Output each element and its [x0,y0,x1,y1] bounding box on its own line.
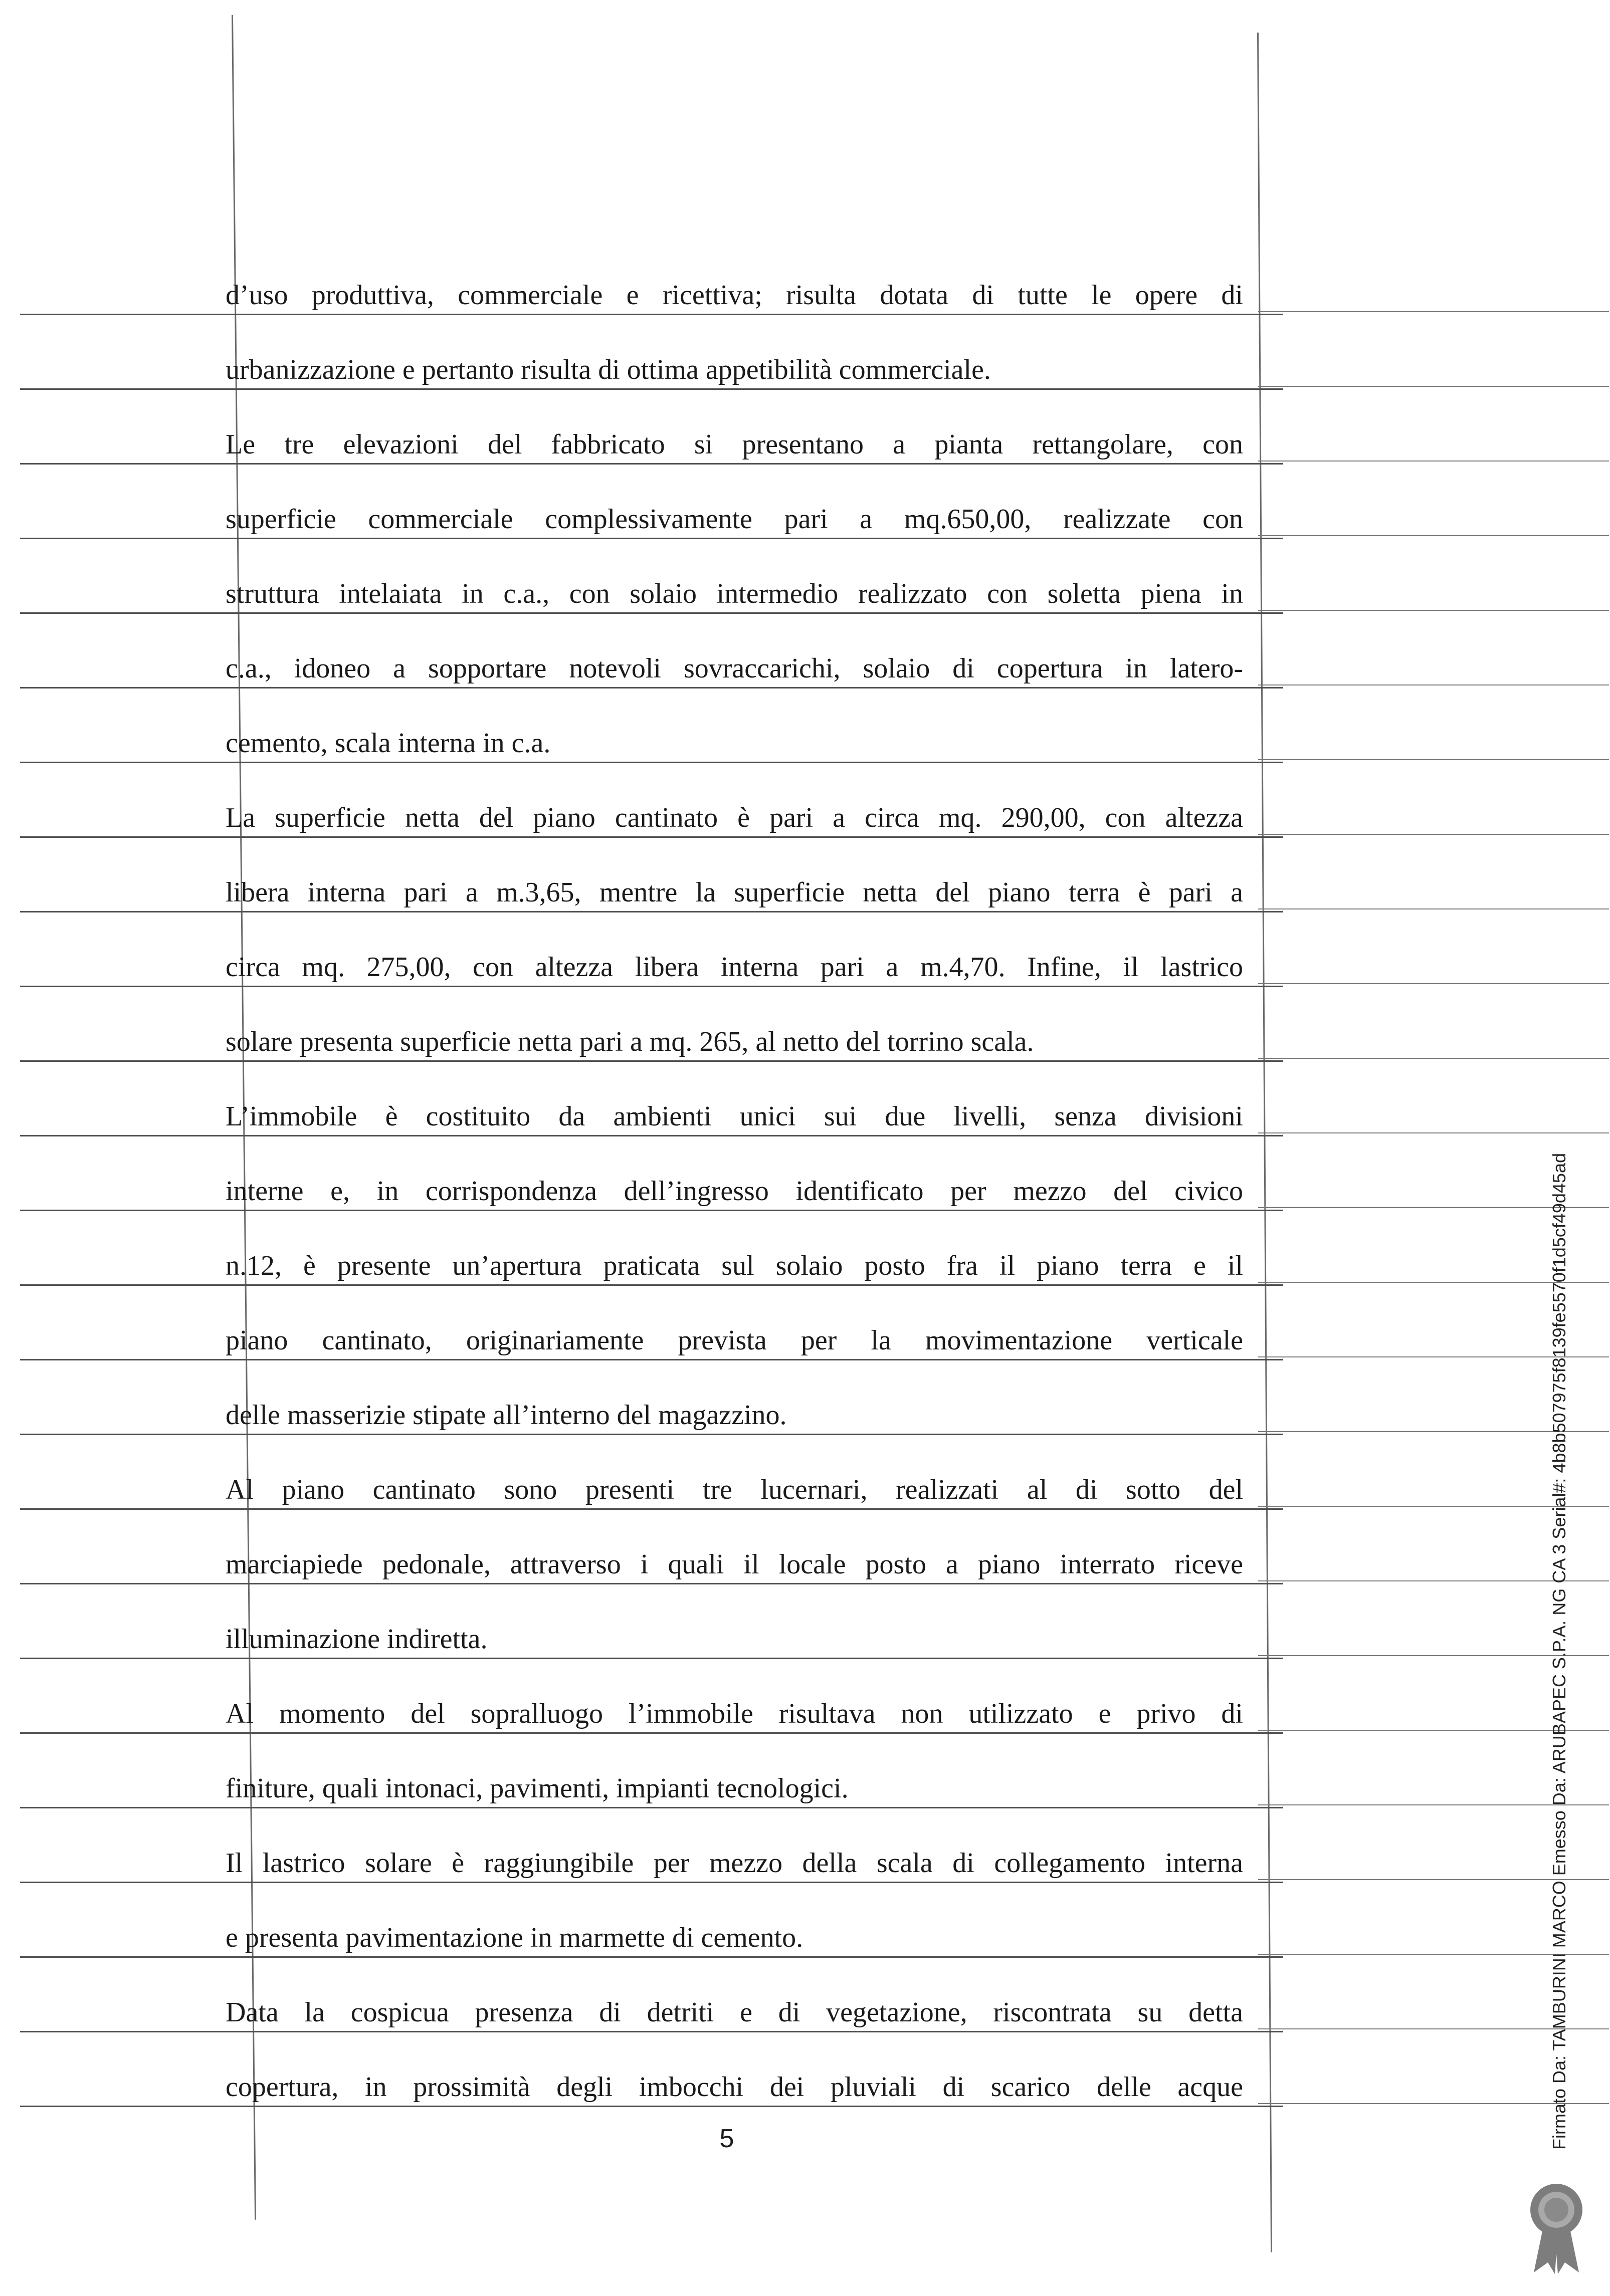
line-text: e presenta pavimentazione in marmette di cemento. [226,1922,803,1953]
line-text: d’uso produttiva, commerciale e ricettiva; risulta dotata di tutte le opere di [226,280,1243,311]
text-line [0,614,1610,688]
ruled-line-right [1258,1058,1609,1059]
line-text: Data la cospicua presenza di detriti e di vegetazione, riscontrata su detta [226,1997,1243,2028]
line-text: urbanizzazione e pertanto risulta di ottima appetibilità commerciale. [226,354,991,385]
text-line [0,1659,1610,1734]
text-line [0,1584,1610,1659]
text-line [0,1734,1610,1808]
line-text: libera interna pari a m.3,65, mentre la superficie netta del piano terra è pari a [226,877,1243,908]
text-line [0,838,1610,912]
line-text: struttura intelaiata in c.a., con solaio intermedio realizzato con soletta piena in [226,578,1243,609]
ruled-line-right [1258,535,1609,536]
text-line [0,539,1610,614]
ruled-line-right [1258,610,1609,611]
text-line [0,1958,1610,2032]
line-text: La superficie netta del piano cantinato è pari a circa mq. 290,00, con altezza [226,802,1243,833]
text-line [0,1062,1610,1136]
text-line [0,2032,1610,2107]
line-text: Le tre elevazioni del fabbricato si presentano a pianta rettangolare, con [226,429,1243,460]
seal-icon [1519,2175,1594,2275]
text-line [0,763,1610,838]
line-text: Al momento del sopralluogo l’immobile risultava non utilizzato e privo di [226,1698,1243,1729]
line-text: illuminazione indiretta. [226,1624,488,1655]
ruled-line [20,2106,1283,2107]
text-line [0,1286,1610,1360]
line-text: Il lastrico solare è raggiungibile per mezzo della scala di collegamento interna [226,1848,1243,1879]
line-text: n.12, è presente un’apertura praticata sul solaio posto fra il piano terra e il [226,1250,1243,1281]
line-text: copertura, in prossimità degli imbocchi dei pluviali di scarico delle acque [226,2072,1243,2103]
line-text: delle masserizie stipate all’interno del magazzino. [226,1400,787,1431]
line-text: piano cantinato, originariamente prevista per la movimentazione verticale [226,1325,1243,1356]
line-text: circa mq. 275,00, con altezza libera interna pari a m.4,70. Infine, il lastrico [226,952,1243,983]
line-text: L’immobile è costituito da ambienti unici sui due livelli, senza divisioni [226,1101,1243,1132]
line-text: solare presenta superficie netta pari a mq. 265, al netto del torrino scala. [226,1026,1034,1057]
text-line [0,390,1610,465]
text-line [0,1435,1610,1510]
line-text: Al piano cantinato sono presenti tre lucernari, realizzati al di sotto del [226,1474,1243,1505]
text-line [0,1360,1610,1435]
line-text: interne e, in corrispondenza dell’ingresso identificato per mezzo del civico [226,1176,1243,1207]
ruled-line-right [1258,311,1609,312]
text-line [0,465,1610,539]
ruled-line-right [1258,908,1609,909]
ruled-line-right [1258,1132,1609,1133]
ruled-line-right [1258,759,1609,760]
text-line [0,987,1610,1062]
text-line [0,688,1610,763]
ruled-line-right [1258,983,1609,984]
ruled-line-right [1258,386,1609,387]
line-text: cemento, scala interna in c.a. [226,728,551,759]
ruled-line-right [1258,461,1609,462]
line-text: c.a., idoneo a sopportare notevoli sovraccarichi, solaio di copertura in latero- [226,653,1243,684]
line-text: marciapiede pedonale, attraverso i quali il locale posto a piano interrato riceve [226,1549,1243,1580]
page-number: 5 [719,2124,734,2153]
text-line [0,315,1610,390]
line-text: finiture, quali intonaci, pavimenti, impianti tecnologici. [226,1773,849,1804]
text-line [0,1883,1610,1958]
text-line [0,1136,1610,1211]
text-line [0,1211,1610,1286]
ruled-line-right [1258,684,1609,685]
text-line [0,1808,1610,1883]
text-line [0,912,1610,987]
text-line [0,241,1610,315]
line-text: superficie commerciale complessivamente pari a mq.650,00, realizzate con [226,504,1243,535]
text-line [0,1510,1610,1584]
ruled-line-right [1258,834,1609,835]
text-lines [0,241,1610,2107]
digital-signature-text: Firmato Da: TAMBURINI MARCO Emesso Da: ARUBAPEC S.P.A. NG CA 3 Serial#: 4b8b507975f8139fe5570f1d5cf49d45ad [1549,1153,1569,2150]
